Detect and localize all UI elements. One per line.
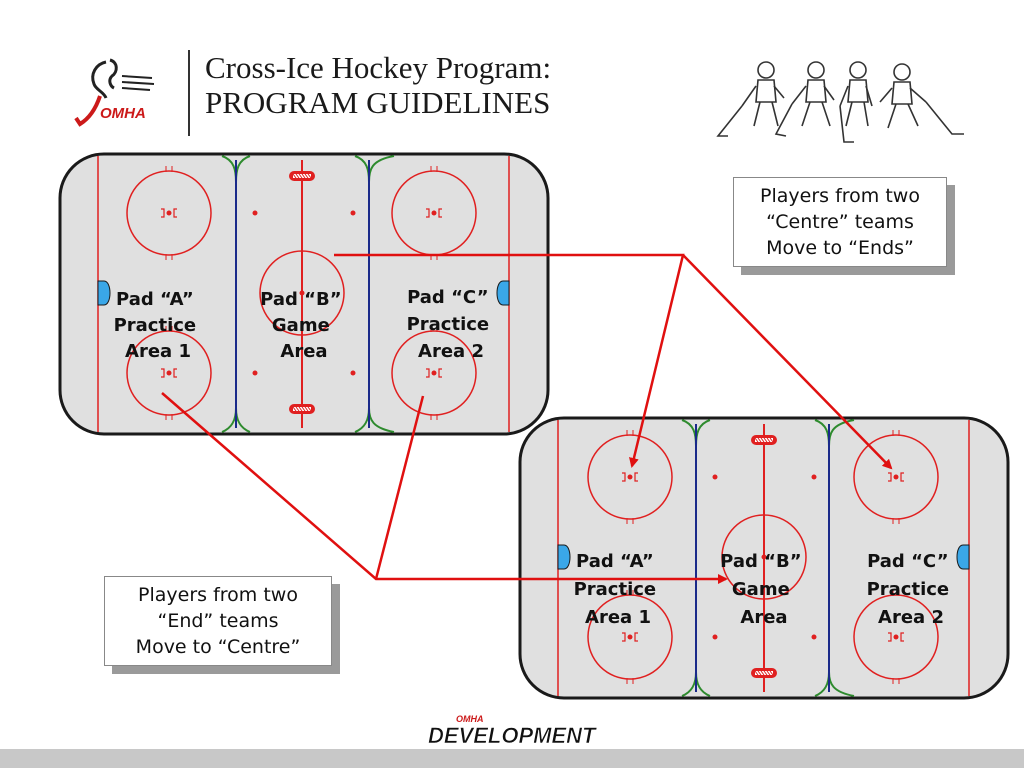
- rink-bottom: [520, 418, 1008, 698]
- pad-label-line: Area 2: [878, 607, 944, 628]
- omha-development-logo-top: OMHA: [456, 714, 484, 724]
- pad-label-line: Pad “A”: [576, 551, 654, 572]
- rink-top-goal-crease-right: [497, 281, 509, 305]
- title-line-2: PROGRAM GUIDELINES: [205, 85, 551, 120]
- rink-bottom-pad-a-label: [574, 551, 663, 628]
- rink-top: [60, 154, 548, 434]
- footer-bar: [0, 749, 1024, 768]
- pad-label-line: Game: [271, 315, 330, 336]
- rink-bottom-goal-crease-left: [558, 545, 570, 569]
- rink-bottom-net-upper: [751, 435, 777, 445]
- rink-top-goal-crease-left: [98, 281, 110, 305]
- pad-label-line: Area 1: [125, 341, 191, 362]
- title-line-1: Cross-Ice Hockey Program:: [205, 50, 552, 85]
- rink-bottom-net-lower: [751, 668, 777, 678]
- pad-label-line: Practice: [406, 314, 490, 335]
- pad-label-line: Game: [731, 579, 790, 600]
- pad-label-line: Practice: [573, 579, 657, 600]
- pad-label-line: Practice: [866, 579, 950, 600]
- pad-label-line: Pad “B”: [260, 289, 342, 310]
- rink-top-net-lower: [289, 404, 315, 414]
- rink-top-pad-c-label: [407, 287, 496, 362]
- callout-line: Players from two: [138, 584, 298, 606]
- pad-label-line: Pad “C”: [407, 287, 489, 308]
- pad-label-line: Pad “A”: [116, 289, 194, 310]
- callout-line: Players from two: [760, 185, 920, 207]
- pad-label-line: Practice: [113, 315, 197, 336]
- rink-top-net-upper: [289, 171, 315, 181]
- pad-label-line: Area 1: [585, 607, 651, 628]
- rink-top-pad-a-label: [114, 289, 203, 362]
- rink-bottom-goal-crease-right: [957, 545, 969, 569]
- omha-development-logo: [424, 712, 624, 748]
- callout-ends-to-centre: [104, 576, 332, 666]
- omha-logo-text: OMHA: [100, 105, 146, 122]
- pad-label-line: Area: [280, 341, 328, 362]
- callout-line: Move to “Ends”: [766, 237, 914, 259]
- pad-label-line: Area: [740, 607, 788, 628]
- omha-development-logo-main: DEVELOPMENT: [428, 723, 596, 748]
- pad-label-line: Pad “B”: [720, 551, 802, 572]
- callout-centre-to-ends: [733, 177, 947, 267]
- pad-label-line: Area 2: [418, 341, 484, 362]
- callout-line: Move to “Centre”: [135, 636, 301, 658]
- callout-line: “End” teams: [157, 610, 279, 632]
- rink-bottom-pad-c-label: [867, 551, 956, 628]
- callout-line: “Centre” teams: [766, 211, 914, 233]
- pad-label-line: Pad “C”: [867, 551, 949, 572]
